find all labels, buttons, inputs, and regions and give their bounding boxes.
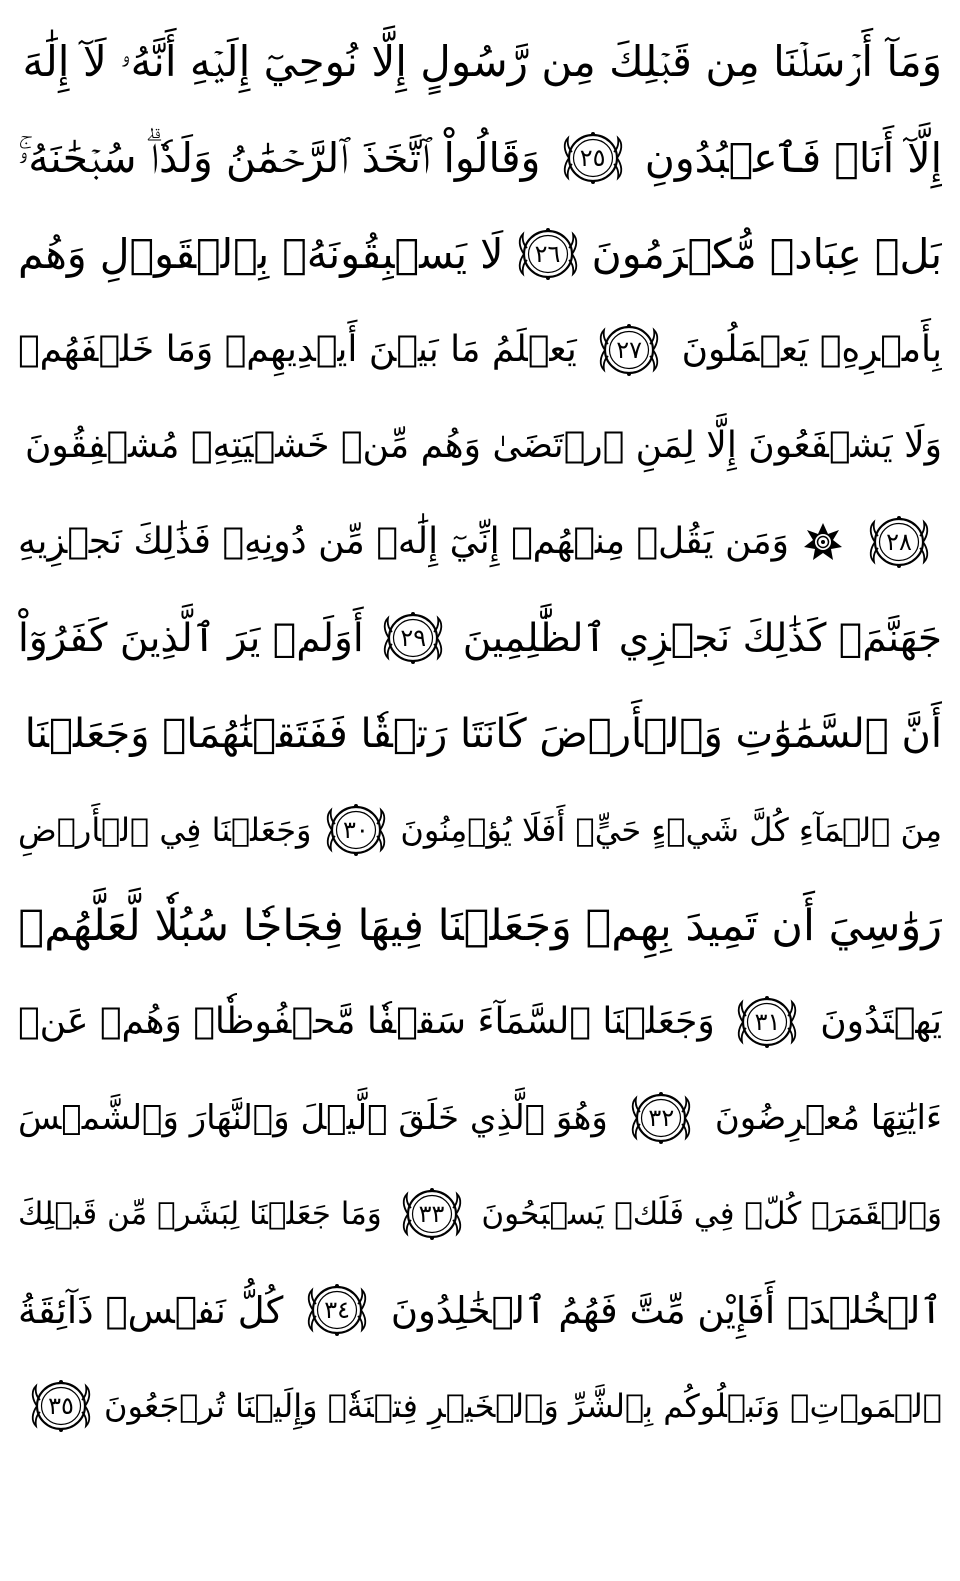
ayah-number: ٣١ [754,1008,781,1036]
verse-text: وَمَآ أَرۡسَلۡنَا مِن قَبۡلِكَ مِن رَّسُولٍ إِلَّا نُوحِيٓ إِلَيۡهِ أَنَّهُۥ لَآ إِلَٰهَ [22,37,942,86]
verse-line [18,590,942,686]
verse-text: بِأَمۡرِهِۦ يَعۡمَلُونَ [681,329,942,370]
hizb-rub-star-icon [801,520,845,564]
verse-text: أَوَلَمۡ يَرَ ٱلَّذِينَ كَفَرُوٓاْ [18,615,364,661]
verse-line [18,1070,942,1166]
verse-line [18,494,942,590]
ayah-number: ٢٧ [616,336,643,364]
verse-line [18,302,942,398]
verse-text: وَهُوَ ٱلَّذِي خَلَقَ ٱلَّيۡلَ وَٱلنَّهَارَ وَٱلشَّمۡسَ [18,1098,608,1138]
verse-text: ٱلۡمَوۡتِۗ وَنَبۡلُوكُم بِٱلشَّرِّ وَٱلۡخَيۡرِ فِتۡنَةٗۖ وَإِلَيۡنَا تُرۡجَعُونَ [103,1387,942,1425]
ayah-end-marker [628,1089,694,1147]
ayah-number: ٢٥ [579,144,606,172]
verse-line [18,974,942,1070]
ayah-end-marker [515,225,581,283]
verse-text: كُلُّ نَفۡسٖ ذَآئِقَةُ [18,1288,284,1332]
ayah-end-marker [28,1377,94,1435]
verse-line [18,686,942,782]
verse-line [18,1262,942,1358]
ayah-end-marker [304,1281,370,1339]
ayah-end-marker [560,129,626,187]
verse-line [18,878,942,974]
ayah-end-marker [866,513,932,571]
ayah-end-marker [399,1185,465,1243]
verse-text: وَٱلۡقَمَرَۖ كُلّٞ فِي فَلَكٖ يَسۡبَحُونَ [481,1195,942,1232]
verse-line [18,206,942,302]
verse-text: وَجَعَلۡنَا فِي ٱلۡأَرۡضِ [18,811,312,849]
ayah-number: ٣٤ [324,1296,350,1324]
verse-text: بَلۡ عِبَادٞ مُّكۡرَمُونَ [591,229,942,278]
verse-text: لَا يَسۡبِقُونَهُۥ بِٱلۡقَوۡلِ وَهُم [18,229,504,278]
ayah-number: ٢٦ [534,240,561,268]
verse-text: مِنَ ٱلۡمَآءِ كُلَّ شَيۡءٍ حَيٍّۚ أَفَلَا يُؤۡمِنُونَ [400,811,942,849]
verse-text: وَمَن يَقُلۡ مِنۡهُمۡ إِنِّيٓ إِلَٰهٞ مِّن دُونِهِۦ فَذَٰلِكَ نَجۡزِيهِ [18,521,790,562]
ayah-number: ٣٣ [418,1200,445,1228]
ayah-number: ٢٨ [886,528,912,556]
ayah-number: ٣٢ [648,1104,675,1132]
verse-text: ءَايَٰتِهَا مُعۡرِضُونَ [714,1098,942,1138]
verse-text: وَلَا يَشۡفَعُونَ إِلَّا لِمَنِ ٱرۡتَضَىٰ وَهُم مِّنۡ خَشۡيَتِهِۦ مُشۡفِقُونَ [24,425,942,466]
verse-text: ٱلۡخُلۡدَۖ أَفَإِيْن مِّتَّ فَهُمُ ٱلۡخَٰلِدُونَ [390,1288,942,1332]
verse-line [18,782,942,878]
verse-line [18,398,942,494]
verse-text: وَقَالُواْ ٱتَّخَذَ ٱلرَّحۡمَٰنُ وَلَدٗاۗ سُبۡحَٰنَهُۥۚ [18,133,541,182]
ayah-number: ٣٠ [343,816,369,844]
verse-text: يَهۡتَدُونَ [820,1001,942,1042]
verse-text: يَعۡلَمُ مَا بَيۡنَ أَيۡدِيهِمۡ وَمَا خَلۡفَهُمۡ [18,329,577,370]
verse-line [18,14,942,110]
verse-text: أَنَّ ٱلسَّمَٰوَٰتِ وَٱلۡأَرۡضَ كَانَتَا رَتۡقٗا فَفَتَقۡنَٰهُمَاۖ وَجَعَلۡنَا [24,711,942,757]
ayah-end-marker [596,321,662,379]
ayah-end-marker [734,993,800,1051]
ayah-end-marker [323,801,389,859]
verse-line [18,110,942,206]
verse-text: وَجَعَلۡنَا ٱلسَّمَآءَ سَقۡفٗا مَّحۡفُوظٗاۖ وَهُمۡ عَنۡ [18,1001,715,1042]
verse-text: رَوَٰسِيَ أَن تَمِيدَ بِهِمۡ وَجَعَلۡنَا فِيهَا فِجَاجٗا سُبُلٗا لَّعَلَّهُمۡ [18,900,942,951]
verse-text: إِلَّآ أَنَا۠ فَٱعۡبُدُونِ [644,133,942,182]
ayah-number: ٣٥ [48,1392,74,1420]
verse-text: وَمَا جَعَلۡنَا لِبَشَرٖ مِّن قَبۡلِكَ [18,1195,382,1232]
verse-text: جَهَنَّمَۚ كَذَٰلِكَ نَجۡزِي ٱلظَّٰلِمِينَ [462,615,942,661]
verse-line [18,1358,942,1454]
ayah-number: ٢٩ [400,624,427,652]
ayah-end-marker [380,609,446,667]
verse-line [18,1166,942,1262]
